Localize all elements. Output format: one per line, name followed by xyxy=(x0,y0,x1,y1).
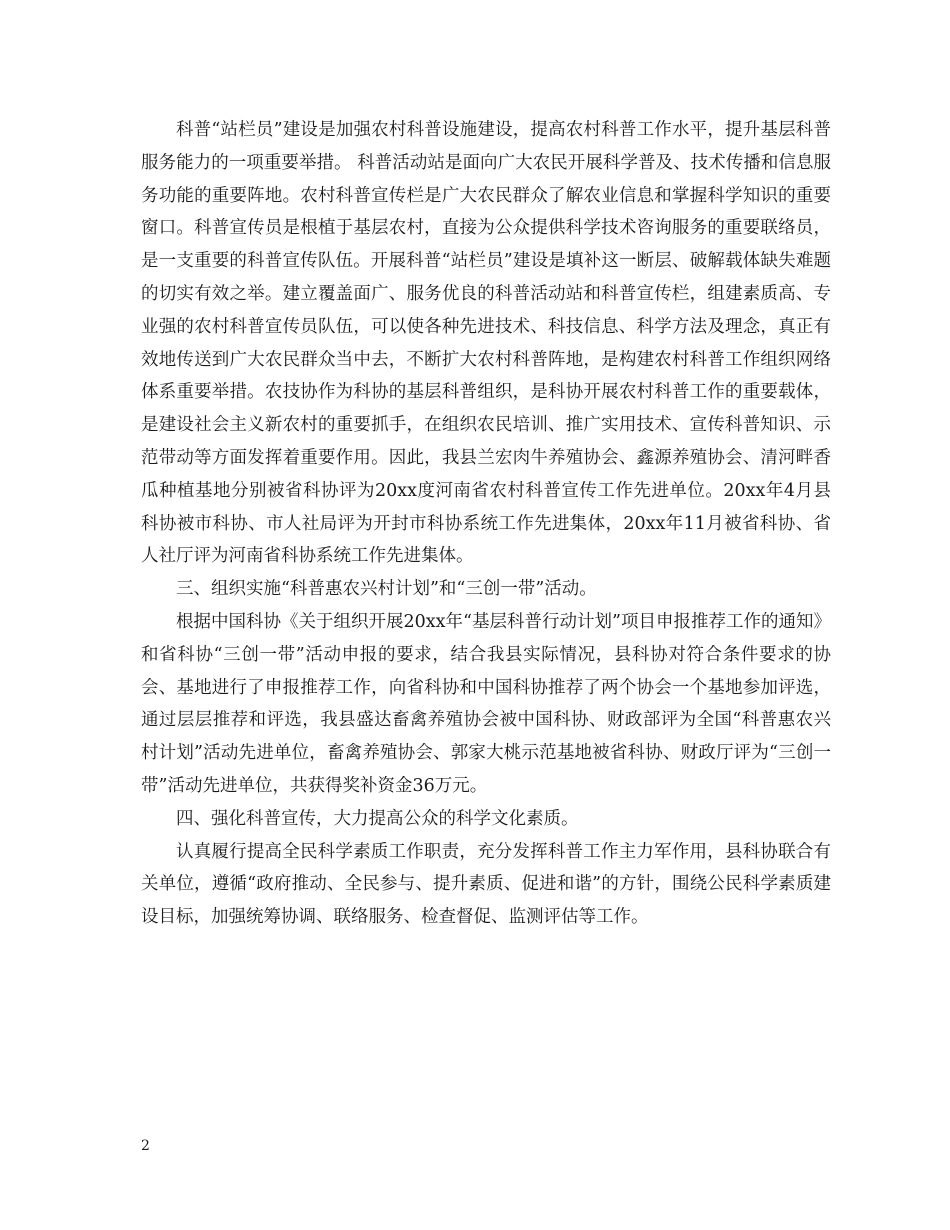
paragraph-recommendation: 根据中国科协《关于组织开展20xx年“基层科普行动计划”项目申报推荐工作的通知》和省科协“三创一带”活动申报的要求，结合我县实际情况，县科协对符合条件要求的协会、基地进行了申报推荐工作，向省科协和中国科协推荐了两个协会一个基地参加评选，通过层层推荐和评选，我县盛达畜禽养殖协会被中国科协、财政部评为全国“科普惠农兴村计划”活动先进单位，畜禽养殖协会、郭家大桃示范基地被省科协、财政厅评为“三创一带”活动先进单位，共获得奖补资金36万元。 xyxy=(141,611,831,796)
page-number: 2 xyxy=(141,1138,150,1154)
paragraph-kepu-zhanlanyuan: 科普“站栏员”建设是加强农村科普设施建设，提高农村科普工作水平，提升基层科普服务能力的一项重要举措。 科普活动站是面向广大农民开展科学普及、技术传播和信息服务功能的重要阵地。农村科普宣传栏是广大农民群众了解农业信息和掌握科学知识的重要窗口。科普宣传员是根植于基层农村，直接为公众提供科学技术咨询服务的重要联络员，是一支重要的科普宣传队伍。开展科普“站栏员”建设是填补这一断层、破解载体缺失难题的切实有效之举。建立覆盖面广、服务优良的科普活动站和科普宣传栏，组建素质高、专业强的农村科普宣传员队伍，可以使各种先进技术、科技信息、科学方法及理念，真正有效地传送到广大农民群众当中去，不断扩大农村科普阵地，是构建农村科普工作组织网络体系重要举措。农技协作为科协的基层科普组织，是科协开展农村科普工作的重要载体，是建设社会主义新农村的重要抓手，在组织农民培训、推广实用技术、宣传科普知识、示范带动等方面发挥着重要作用。因此，我县兰宏肉牛养殖协会、鑫源养殖协会、清河畔香瓜种植基地分别被省科协评为20xx度河南省农村科普宣传工作先进单位。20xx年4月县科协被市科协、市人社局评为开封市科协系统工作先进集体，20xx年11月被省科协、省人社厅评为河南省科协系统工作先进集体。 xyxy=(141,120,831,567)
section-heading-four: 四、强化科普宣传，大力提高公众的科学文化素质。 xyxy=(176,808,579,829)
paragraph-science-literacy: 认真履行提高全民科学素质工作职责，充分发挥科普工作主力军作用，县科协联合有关单位，遵循“政府推动、全民参与、提升素质、促进和谐”的方针，围绕公民科学素质建设目标，加强统筹协调、联络服务、检查督促、监测评估等工作。 xyxy=(141,841,831,928)
section-heading-three: 三、组织实施“科普惠农兴村计划”和“三创一带”活动。 xyxy=(176,579,597,600)
document-body xyxy=(141,114,831,934)
